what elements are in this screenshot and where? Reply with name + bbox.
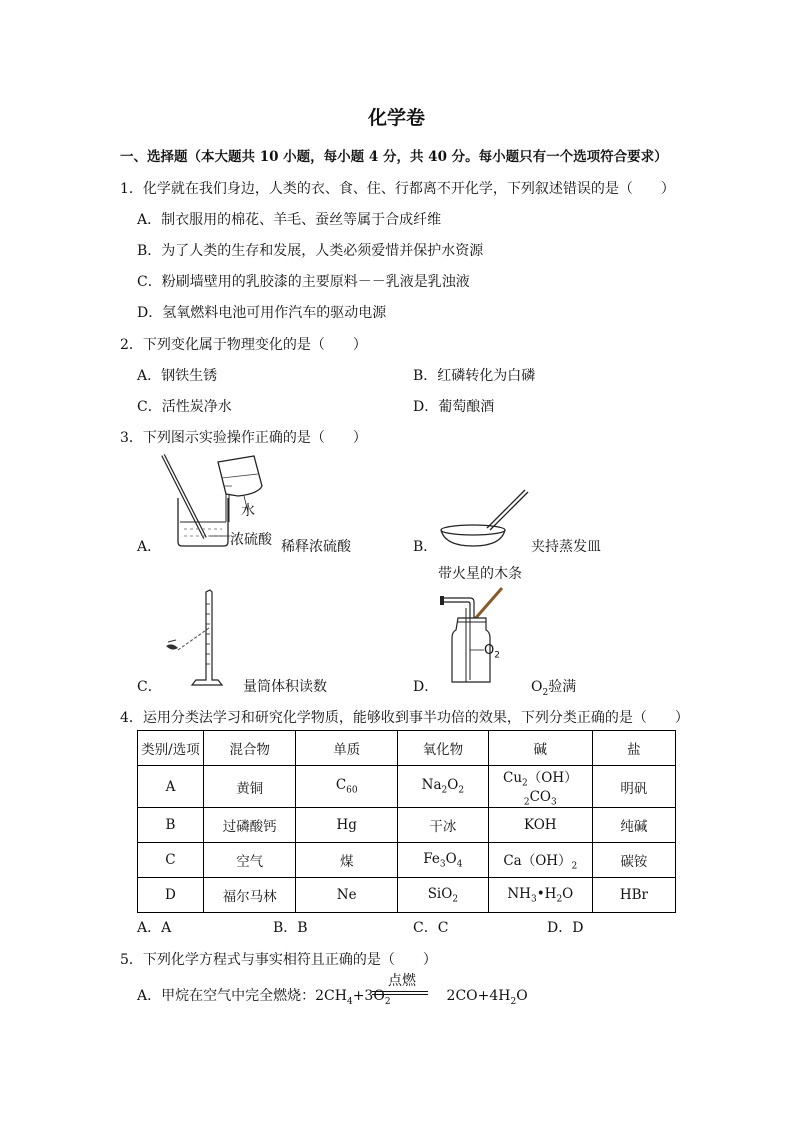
page-title: 化学卷 (367, 107, 425, 129)
q1-option-d: D．氢氧燃料电池可用作汽车的驱动电源 (137, 305, 387, 321)
table-row (138, 878, 676, 913)
q4-answer-b: B．B (273, 920, 308, 936)
header-cell: 氧化物 (397, 731, 488, 766)
table-cell: 福尔马林 (203, 878, 296, 913)
classification-table (137, 730, 676, 913)
table-cell: C (138, 843, 204, 878)
table-cell: 空气 (203, 843, 296, 878)
table-cell: $C_{60}$ (296, 766, 397, 808)
table-cell: $Fe_3O_4$ (397, 843, 488, 878)
table-cell: 干冰 (397, 808, 488, 843)
q2-stem: 2．下列变化属于物理变化的是（ ） (120, 337, 367, 353)
q3-option-d-letter: D． (413, 679, 439, 695)
q2-option-b: B．红磷转化为白磷 (413, 368, 536, 384)
table-cell: Ne (296, 878, 397, 913)
q3-option-a-letter: A． (137, 539, 162, 555)
graduated-cylinder-diagram (160, 588, 240, 692)
table-cell: 黄铜 (203, 766, 296, 808)
water-label: 水 (241, 503, 255, 519)
table-cell: KOH (488, 808, 592, 843)
q3-stem: 3．下列图示实验操作正确的是（ ） (120, 430, 367, 446)
table-cell: B (138, 808, 204, 843)
table-cell: Hg (296, 808, 397, 843)
q3-option-b-caption: 夹持蒸发皿 (531, 539, 601, 555)
q4-stem: 4．运用分类法学习和研究化学物质，能够收到事半功倍的效果，下列分类正确的是（ ） (120, 710, 689, 726)
table-cell: 煤 (296, 843, 397, 878)
table-cell: A (138, 766, 204, 808)
q4-answer-a: A．A (137, 920, 172, 936)
q3-option-c-letter: C． (137, 679, 162, 695)
reaction-condition: 点燃 (388, 973, 416, 989)
q1-stem: 1．化学就在我们身边，人类的衣、食、住、行都离不开化学，下列叙述错误的是（ ） (120, 181, 675, 197)
header-cell: 混合物 (203, 731, 296, 766)
q1-option-c: C．粉刷墙壁用的乳胶漆的主要原料－－乳液是乳浊液 (137, 274, 470, 290)
table-cell: HBr (592, 878, 675, 913)
q1-option-b: B．为了人类的生存和发展，人类必须爱惜并保护水资源 (137, 243, 484, 259)
q4-answer-c: C．C (413, 920, 449, 936)
table-cell: 碳铵 (592, 843, 675, 878)
q3-option-a-caption: 稀释浓硫酸 (281, 539, 351, 555)
table-cell: 明矾 (592, 766, 675, 808)
section-heading: 一、选择题（本大题共 10 小题，每小题 4 分，共 40 分。每小题只有一个选项符合要求） (120, 149, 668, 165)
equals-sign (372, 990, 428, 998)
q2-option-a: A．钢铁生锈 (137, 368, 218, 384)
header-cell: 盐 (592, 731, 675, 766)
q1-option-a: A．制衣服用的棉花、羊毛、蚕丝等属于合成纤维 (137, 212, 442, 228)
q5-stem: 5．下列化学方程式与事实相符且正确的是（ ） (120, 952, 437, 968)
table-row (138, 808, 676, 843)
header-cell: 单质 (296, 731, 397, 766)
table-row (138, 843, 676, 878)
table-row (138, 766, 676, 808)
q3-option-c-caption: 量筒体积读数 (243, 679, 327, 695)
glowing-stick-label: 带火星的木条 (438, 566, 522, 582)
table-cell: SiO$_2$ (397, 878, 488, 913)
table-cell: D (138, 878, 204, 913)
table-cell: $NH_3•H_2O$ (488, 878, 592, 913)
table-cell: $Cu_2(OH)_2CO_3$ (488, 766, 592, 808)
acid-label: 浓硫酸 (230, 532, 272, 548)
q3-option-d-caption: $O_2$验满 (531, 679, 577, 698)
table-cell: 纯碱 (592, 808, 675, 843)
table-header-row (138, 731, 676, 766)
o2-gas-label: $O_2$ (484, 643, 500, 661)
q3-option-b-letter: B． (413, 539, 438, 555)
table-cell: $Ca(OH)_2$ (488, 843, 592, 878)
table-cell: 过磷酸钙 (203, 808, 296, 843)
header-cell: 碱 (488, 731, 592, 766)
q4-answer-d: D．D (547, 920, 584, 936)
table-cell: $Na_2O_2$ (397, 766, 488, 808)
q2-option-d: D．葡萄酿酒 (413, 399, 495, 415)
header-cell: 类别/选项 (138, 731, 204, 766)
q2-option-c: C．活性炭净水 (137, 399, 232, 415)
evaporating-dish-diagram (435, 486, 535, 550)
oxygen-bottle-diagram (440, 584, 520, 688)
q5-option-a: A．甲烷在空气中完全燃烧：$2CH_4+3O_2$ $2CO+4H_2O$ (137, 988, 528, 1007)
